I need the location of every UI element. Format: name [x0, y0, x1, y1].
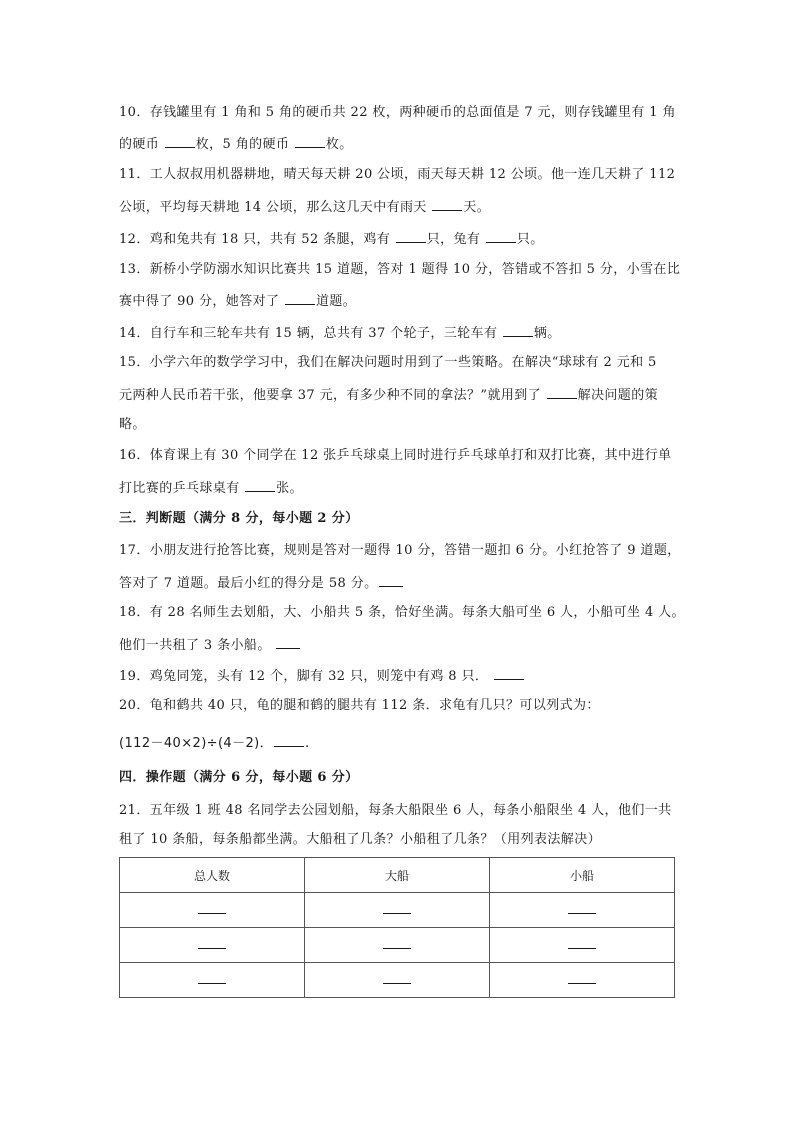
q20-blank[interactable]	[274, 734, 304, 747]
q10-line2	[119, 135, 679, 153]
q19-blank[interactable]	[494, 667, 524, 680]
q15-line2	[119, 386, 679, 404]
section4-title: 四．操作题（满分 6 分，每小题 6 分）	[119, 770, 359, 785]
q18-blank[interactable]	[276, 636, 300, 649]
q19-line	[119, 667, 679, 685]
q18-line1: 18．有 28 名师生去划船，大、小船共 5 条，恰好坐满。每条大船可坐 6 人，小船可坐 4 人。	[119, 605, 685, 620]
table-cell	[490, 893, 675, 928]
table-row	[120, 893, 675, 928]
q14-text-a: 14．自行车和三轮车共有 15 辆，总共有 37 个轮子，三轮车有	[119, 326, 502, 341]
q11-text-a: 公顷，平均每天耕地 14 公顷，那么这几天中有雨天	[119, 200, 432, 215]
q13-blank[interactable]	[285, 292, 315, 305]
section3-title: 三．判断题（满分 8 分，每小题 2 分）	[119, 511, 359, 526]
table-blank[interactable]	[568, 975, 596, 984]
table-blank[interactable]	[198, 905, 226, 914]
table-blank[interactable]	[383, 975, 411, 984]
table-cell	[305, 963, 490, 998]
q10-blank-1[interactable]	[165, 135, 195, 148]
q11-line2	[119, 198, 679, 216]
q11-text-b: 天。	[463, 200, 491, 215]
table-blank[interactable]	[568, 940, 596, 949]
q21-line1: 21．五年级 1 班 48 名同学去公园划船，每条大船限坐 6 人，每条小船限坐 4 人，他们一共	[119, 803, 672, 818]
q17-line2	[119, 574, 679, 592]
q12-line	[119, 230, 679, 248]
q11-line1: 11．工人叔叔用机器耕地，晴天每天耕 20 公顷，雨天每天耕 12 公顷。他一连几天耕了 112	[119, 167, 676, 182]
q12-text-b: 只，兔有	[426, 232, 485, 247]
table-cell	[305, 893, 490, 928]
q15-blank[interactable]	[547, 386, 577, 399]
q12-blank-1[interactable]	[396, 230, 426, 243]
q14-blank[interactable]	[503, 324, 533, 337]
q10-text-b: 枚，5 角的硬币	[195, 137, 294, 152]
table-header-row	[120, 858, 675, 893]
q13-line1: 13．新桥小学防溺水知识比赛共 15 道题，答对 1 题得 10 分，答错或不答扣 5 分，小雪在比	[119, 262, 681, 277]
q20-formula: (112－40×2)÷(4－2)．	[119, 736, 274, 751]
q19-text: 19．鸡兔同笼，头有 12 个，脚有 32 只，则笼中有鸡 8 只．	[119, 669, 493, 684]
q21-line2: 租了 10 条船，每条船都坐满。大船租了几条？小船租了几条？（用列表法解决）	[119, 832, 602, 847]
q18-text: 他们一共租了 3 条小船。	[119, 638, 276, 653]
q17-line1: 17．小朋友进行抢答比赛，规则是答对一题得 10 分，答错一题扣 6 分。小红抢答了 9 道题，	[119, 543, 681, 558]
q17-text: 答对了 7 道题。最后小红的得分是 58 分。	[119, 576, 378, 591]
q16-blank[interactable]	[245, 479, 275, 492]
q15-text-b: 解决问题的策	[577, 388, 658, 403]
q13-text-a: 赛中得了 90 分，她答对了	[119, 294, 284, 309]
q10-blank-2[interactable]	[295, 135, 325, 148]
table-cell	[490, 928, 675, 963]
table-blank[interactable]	[383, 940, 411, 949]
q16-text-b: 张。	[276, 481, 303, 496]
q18-line2	[119, 636, 679, 654]
q10-text-a: 的硬币	[119, 137, 164, 152]
table-row	[120, 928, 675, 963]
table-cell	[120, 928, 305, 963]
q17-blank[interactable]	[379, 574, 403, 587]
table-header: 总人数	[120, 858, 305, 893]
q13-line2	[119, 292, 679, 310]
q20-line1: 20．龟和鹤共 40 只，龟的腿和鹤的腿共有 112 条．求龟有几只？可以列式为：	[119, 698, 600, 713]
q10-text-c: 枚。	[325, 137, 353, 152]
q16-text-a: 打比赛的乒乓球桌有	[119, 481, 245, 496]
table-cell	[490, 963, 675, 998]
table-header: 小船	[490, 858, 675, 893]
q20-line2	[119, 734, 679, 752]
q14-text-b: 辆。	[533, 326, 561, 341]
q12-blank-2[interactable]	[486, 230, 516, 243]
table-cell	[120, 893, 305, 928]
table-row	[120, 963, 675, 998]
q16-line1: 16．体育课上有 30 个同学在 12 张乒乓球桌上同时进行乒乓球单打和双打比赛，其中进行单	[119, 448, 672, 463]
q11-blank[interactable]	[432, 198, 462, 211]
q15-text-a: 元两种人民币若干张，他要拿 37 元，有多少种不同的拿法？”就用到了	[119, 388, 546, 403]
q14-line	[119, 324, 679, 342]
table-cell	[305, 928, 490, 963]
q15-line1: 15．小学六年的数学学习中，我们在解决问题时用到了一些策略。在解决“球球有 2 元和 5	[119, 355, 657, 370]
q13-text-b: 道题。	[315, 294, 357, 309]
q15-line3: 略。	[119, 417, 146, 432]
q12-text-c: 只。	[516, 232, 544, 247]
table-blank[interactable]	[383, 905, 411, 914]
q21-table	[119, 857, 675, 998]
table-blank[interactable]	[198, 975, 226, 984]
table-header: 大船	[305, 858, 490, 893]
q12-text-a: 12．鸡和兔共有 18 只，共有 52 条腿，鸡有	[119, 232, 395, 247]
q10-line1: 10．存钱罐里有 1 角和 5 角的硬币共 22 枚，两种硬币的总面值是 7 元，则存钱罐里有 1 角	[119, 105, 676, 120]
q16-line2	[119, 479, 679, 497]
table-blank[interactable]	[198, 940, 226, 949]
table-blank[interactable]	[568, 905, 596, 914]
table-cell	[120, 963, 305, 998]
q20-end: .	[305, 736, 310, 751]
